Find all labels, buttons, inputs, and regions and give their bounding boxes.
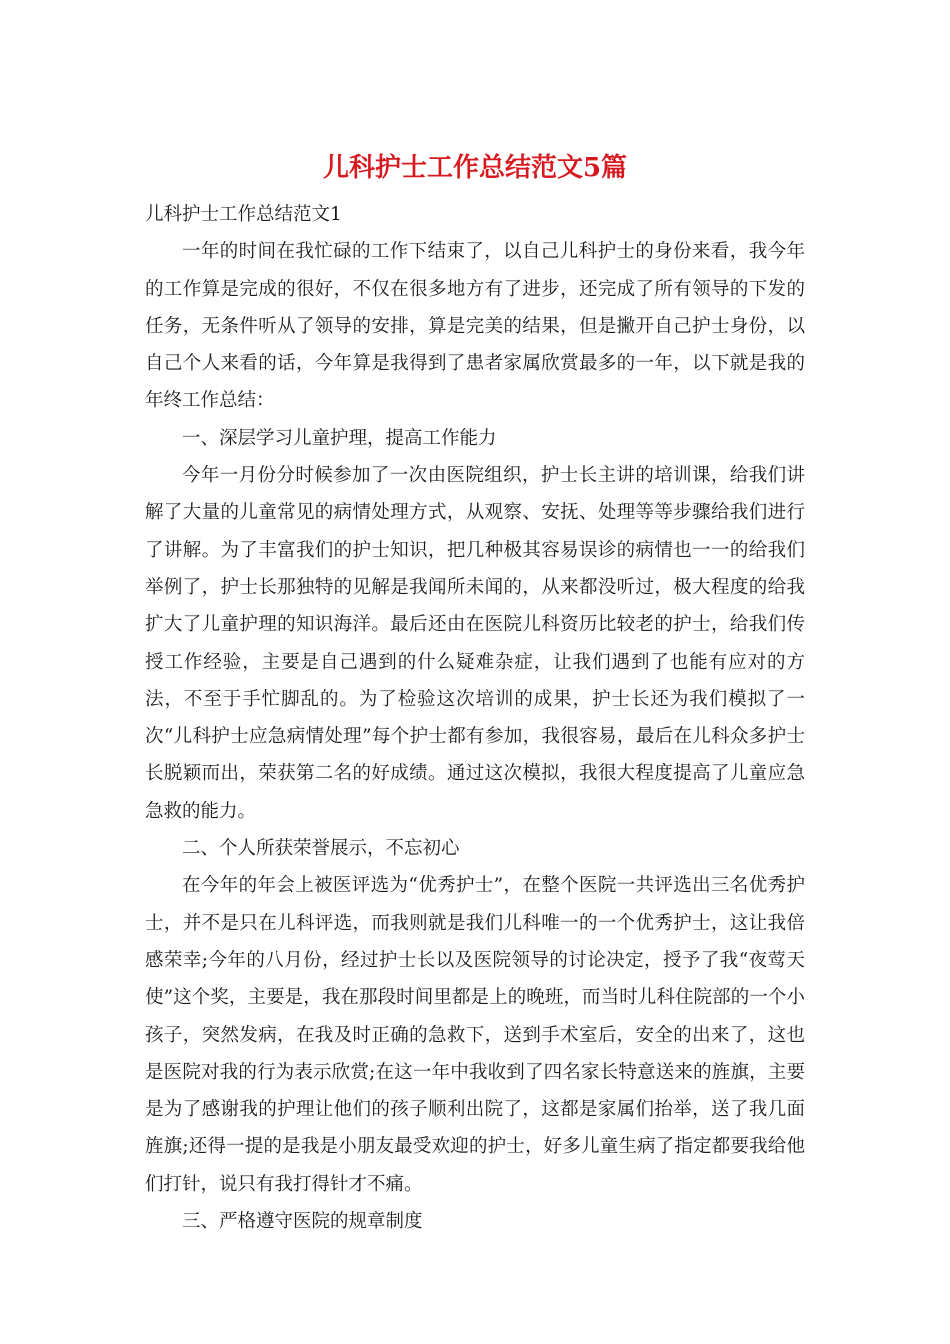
section-paragraph-1: 今年一月份分时候参加了一次由医院组织，护士长主讲的培训课，给我们讲解了大量的儿童常见的病情处理方式，从观察、安抚、处理等等步骤给我们进行了讲解。为了丰富我们的护士知识，把几种极其容易误诊的病情也一一的给我们举例了，护士长那独特的见解是我闻所未闻的，从来都没听过，极大程度的给我扩大了儿童护理的知识海洋。最后还由在医院儿科资历比较老的护士，给我们传授工作经验，主要是自己遇到的什么疑难杂症，让我们遇到了也能有应对的方法，不至于手忙脚乱的。为了检验这次培训的成果，护士长还为我们模拟了一次“儿科护士应急病情处理”每个护士都有参加，我很容易，最后在儿科众多护士长脱颖而出，荣获第二名的好成绩。通过这次模拟，我很大程度提高了儿童应急急救的能力。 [145, 465, 805, 822]
section-heading-3: 三、严格遵守医院的规章制度 [182, 1211, 423, 1233]
section-heading-1: 一、深层学习儿童护理，提高工作能力 [182, 427, 497, 449]
section-paragraph-2: 在今年的年会上被医评选为“优秀护士”，在整个医院一共评选出三名优秀护士，并不是只在儿科评选，而我则就是我们儿科唯一的一个优秀护士，这让我倍感荣幸;今年的八月份，经过护士长以及医院领导的讨论决定，授予了我“夜莺天使”这个奖，主要是，我在那段时间里都是上的晚班，而当时儿科住院部的一个小孩子，突然发病，在我及时正确的急救下，送到手术室后，安全的出来了，这也是医院对我的行为表示欣赏;在这一年中我收到了四名家长特意送来的旌旗，主要是为了感谢我的护理让他们的孩子顺利出院了，这都是家属们抬举，送了我几面旌旗;还得一提的是我是小朋友最受欢迎的护士，好多儿童生病了指定都要我给他们打针，说只有我打得针才不痛。 [145, 875, 805, 1195]
document-title: 儿科护士工作总结范文5篇 [322, 153, 628, 183]
intro-paragraph: 一年的时间在我忙碌的工作下结束了，以自己儿科护士的身份来看，我今年的工作算是完成的很好，不仅在很多地方有了进步，还完成了所有领导的下发的任务，无条件听从了领导的安排，算是完美的结果，但是撇开自己护士身份，以自己个人来看的话，今年算是我得到了患者家属欣赏最多的一年，以下就是我的年终工作总结： [145, 241, 805, 412]
section-heading-2: 二、个人所获荣誉展示，不忘初心 [182, 838, 460, 860]
section-subtitle: 儿科护士工作总结范文1 [145, 204, 342, 225]
document-body [145, 196, 805, 1240]
